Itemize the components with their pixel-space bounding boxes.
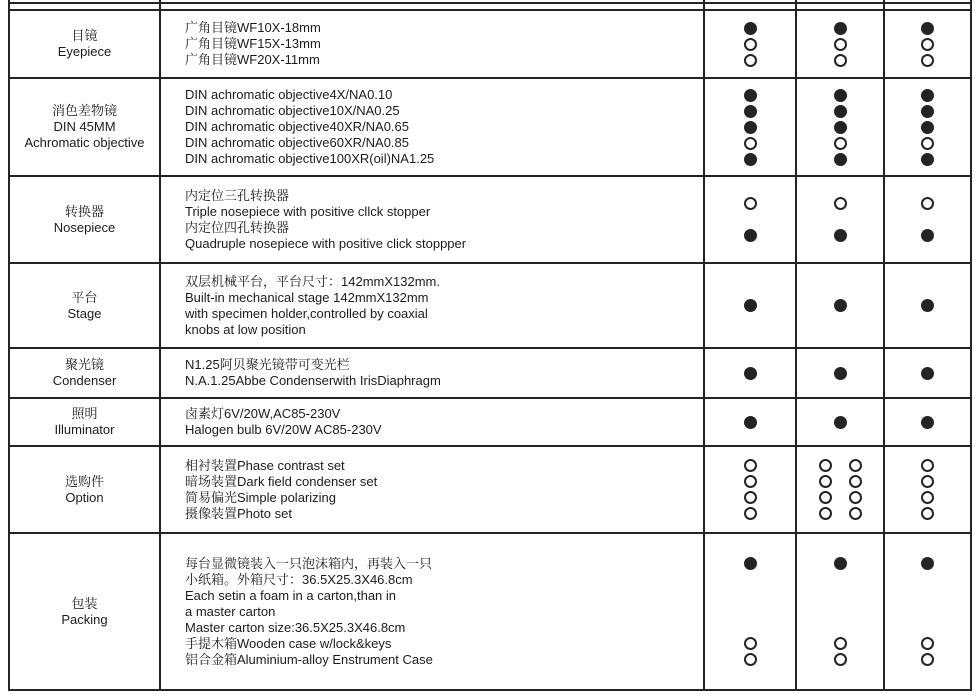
spec-line: 暗场装置Dark field condenser set bbox=[185, 473, 378, 489]
open-circle-icon bbox=[849, 459, 862, 472]
spec-line: DIN achromatic objective100XR(oil)NA1.25 bbox=[185, 151, 435, 166]
open-circle-icon bbox=[849, 475, 862, 488]
mark-slot bbox=[834, 652, 847, 668]
mark-slot bbox=[921, 414, 934, 430]
table-top-edge bbox=[8, 0, 972, 9]
open-circle-icon bbox=[744, 459, 757, 472]
marks-cell bbox=[703, 445, 795, 532]
description-cell bbox=[159, 445, 703, 532]
marks-cell bbox=[703, 77, 795, 175]
category-label: Condenser bbox=[52, 373, 117, 388]
mark-slot bbox=[744, 20, 757, 36]
filled-circle-icon bbox=[744, 229, 757, 242]
mark-slot bbox=[921, 506, 934, 522]
spec-line: 广角目镜WF20X-11mm bbox=[185, 52, 320, 67]
open-circle-icon bbox=[819, 459, 832, 472]
mark-slot bbox=[921, 52, 934, 68]
marks-cell bbox=[883, 262, 970, 347]
mark-slot bbox=[834, 298, 847, 314]
spec-line: 卤素灯6V/20W,AC85-230V bbox=[185, 406, 341, 421]
divider bbox=[8, 0, 10, 9]
mark-slot bbox=[834, 188, 847, 220]
category-label: 照明 bbox=[71, 406, 98, 421]
mark-slot bbox=[921, 474, 934, 490]
description-cell bbox=[159, 347, 703, 397]
filled-circle-icon bbox=[921, 557, 934, 570]
mark-slot bbox=[921, 220, 934, 252]
spec-line: N.A.1.25Abbe Condenserwith IrisDiaphragm bbox=[185, 373, 441, 388]
open-circle-icon bbox=[744, 491, 757, 504]
mark-slot bbox=[921, 20, 934, 36]
filled-circle-icon bbox=[744, 89, 757, 102]
divider bbox=[883, 0, 885, 9]
open-circle-icon bbox=[819, 475, 832, 488]
mark-slot bbox=[744, 414, 757, 430]
filled-circle-icon bbox=[921, 367, 934, 380]
mark-slot bbox=[744, 119, 757, 135]
open-circle-icon bbox=[819, 491, 832, 504]
filled-circle-icon bbox=[834, 557, 847, 570]
mark-slot bbox=[744, 556, 757, 572]
mark-slot bbox=[744, 87, 757, 103]
filled-circle-icon bbox=[921, 121, 934, 134]
mark-slot bbox=[921, 298, 934, 314]
mark-slot bbox=[921, 188, 934, 220]
filled-circle-icon bbox=[744, 153, 757, 166]
open-circle-icon bbox=[744, 475, 757, 488]
filled-circle-icon bbox=[921, 22, 934, 35]
spec-line: 内定位三孔转换器 bbox=[185, 187, 290, 203]
marks-cell bbox=[883, 347, 970, 397]
mark-slot bbox=[834, 365, 847, 381]
category-label: Achromatic objective bbox=[24, 135, 145, 150]
marks-cell bbox=[795, 175, 883, 262]
marks-cell bbox=[795, 532, 883, 689]
open-circle-icon bbox=[921, 637, 934, 650]
spec-table bbox=[8, 9, 972, 691]
spec-line: knobs at low position bbox=[185, 321, 306, 337]
filled-circle-icon bbox=[834, 153, 847, 166]
mark-slot bbox=[744, 52, 757, 68]
spec-line: DIN achromatic objective4X/NA0.10 bbox=[185, 87, 393, 102]
spec-line: Built-in mechanical stage 142mmX132mm bbox=[185, 289, 429, 305]
spec-line: 相衬装置Phase contrast set bbox=[185, 457, 345, 473]
filled-circle-icon bbox=[834, 89, 847, 102]
marks-cell bbox=[883, 77, 970, 175]
filled-circle-icon bbox=[921, 416, 934, 429]
description-cell bbox=[159, 175, 703, 262]
category-cell bbox=[10, 532, 159, 689]
category-label: Stage bbox=[67, 305, 102, 321]
spec-line: DIN achromatic objective60XR/NA0.85 bbox=[185, 135, 409, 150]
category-label: 聚光镜 bbox=[64, 357, 104, 372]
open-circle-icon bbox=[849, 507, 862, 520]
description-cell bbox=[159, 262, 703, 347]
divider bbox=[795, 0, 797, 9]
mark-slot bbox=[834, 20, 847, 36]
open-circle-icon bbox=[921, 459, 934, 472]
open-circle-icon bbox=[834, 137, 847, 150]
filled-circle-icon bbox=[744, 416, 757, 429]
marks-cell bbox=[883, 397, 970, 445]
mark-slot bbox=[744, 151, 757, 167]
category-label: DIN 45MM bbox=[53, 119, 116, 134]
mark-slot bbox=[744, 103, 757, 119]
marks-cell bbox=[703, 347, 795, 397]
mark-slot bbox=[834, 52, 847, 68]
category-label: Packing bbox=[61, 611, 108, 627]
open-circle-icon bbox=[744, 653, 757, 666]
spec-line: Master carton size:36.5X25.3X46.8cm bbox=[185, 619, 406, 635]
filled-circle-icon bbox=[744, 105, 757, 118]
mark-slot bbox=[834, 556, 847, 572]
filled-circle-icon bbox=[921, 299, 934, 312]
filled-circle-icon bbox=[834, 105, 847, 118]
spec-line: 内定位四孔转换器 bbox=[185, 219, 290, 235]
mark-slot bbox=[744, 135, 757, 151]
spec-line: 简易偏光Simple polarizing bbox=[185, 489, 336, 505]
open-circle-icon bbox=[921, 38, 934, 51]
category-label: Illuminator bbox=[54, 422, 115, 437]
marks-cell bbox=[703, 175, 795, 262]
open-circle-icon bbox=[834, 54, 847, 67]
filled-circle-icon bbox=[834, 299, 847, 312]
open-circle-icon bbox=[834, 197, 847, 210]
marks-cell bbox=[883, 445, 970, 532]
spec-line: 摄像装置Photo set bbox=[185, 505, 292, 521]
mark-slot bbox=[834, 103, 847, 119]
filled-circle-icon bbox=[834, 229, 847, 242]
description-cell bbox=[159, 77, 703, 175]
mark-slot bbox=[921, 103, 934, 119]
mark-slot bbox=[819, 474, 862, 490]
mark-slot bbox=[834, 414, 847, 430]
category-cell bbox=[10, 11, 159, 77]
divider bbox=[703, 0, 705, 9]
mark-slot bbox=[921, 87, 934, 103]
mark-slot bbox=[834, 135, 847, 151]
filled-circle-icon bbox=[744, 121, 757, 134]
open-circle-icon bbox=[834, 38, 847, 51]
mark-slot bbox=[921, 458, 934, 474]
filled-circle-icon bbox=[921, 153, 934, 166]
filled-circle-icon bbox=[921, 229, 934, 242]
filled-circle-icon bbox=[744, 557, 757, 570]
spec-line: Halogen bulb 6V/20W AC85-230V bbox=[185, 422, 382, 437]
description-cell bbox=[159, 11, 703, 77]
open-circle-icon bbox=[744, 54, 757, 67]
marks-cell bbox=[703, 532, 795, 689]
mark-slot bbox=[921, 636, 934, 652]
filled-circle-icon bbox=[921, 89, 934, 102]
mark-slot bbox=[819, 458, 862, 474]
mark-slot bbox=[921, 490, 934, 506]
spec-line: 手提木箱Wooden case w/lock&keys bbox=[185, 635, 392, 651]
category-label: Eyepiece bbox=[57, 44, 112, 59]
mark-slot bbox=[834, 151, 847, 167]
category-cell bbox=[10, 77, 159, 175]
mark-slot bbox=[744, 298, 757, 314]
spec-line: with specimen holder,controlled by coaxial bbox=[185, 305, 428, 321]
spec-line: 双层机械平台，平台尺寸：142mmX132mm. bbox=[185, 273, 440, 289]
mark-slot bbox=[834, 220, 847, 252]
mark-slot bbox=[744, 36, 757, 52]
mark-slot bbox=[744, 458, 757, 474]
category-cell bbox=[10, 262, 159, 347]
marks-cell bbox=[703, 11, 795, 77]
marks-cell bbox=[795, 11, 883, 77]
description-cell bbox=[159, 532, 703, 689]
spec-line: a master carton bbox=[185, 603, 276, 619]
spec-line: DIN achromatic objective40XR/NA0.65 bbox=[185, 119, 409, 134]
category-label: 消色差物镜 bbox=[51, 103, 117, 118]
mark-slot bbox=[744, 474, 757, 490]
filled-circle-icon bbox=[744, 22, 757, 35]
open-circle-icon bbox=[819, 507, 832, 520]
marks-cell bbox=[795, 262, 883, 347]
description-cell bbox=[159, 397, 703, 445]
category-cell bbox=[10, 445, 159, 532]
mark-slot bbox=[744, 188, 757, 220]
open-circle-icon bbox=[744, 137, 757, 150]
mark-slot bbox=[819, 490, 862, 506]
open-circle-icon bbox=[921, 507, 934, 520]
mark-slot bbox=[744, 490, 757, 506]
open-circle-icon bbox=[744, 637, 757, 650]
open-circle-icon bbox=[921, 54, 934, 67]
open-circle-icon bbox=[744, 197, 757, 210]
filled-circle-icon bbox=[744, 299, 757, 312]
spec-line: Triple nosepiece with positive cllck stopper bbox=[185, 203, 431, 219]
mark-slot bbox=[921, 652, 934, 668]
marks-cell bbox=[795, 347, 883, 397]
category-label: 包装 bbox=[71, 595, 98, 611]
open-circle-icon bbox=[921, 653, 934, 666]
spec-line: 广角目镜WF10X-18mm bbox=[185, 20, 321, 35]
category-cell bbox=[10, 397, 159, 445]
open-circle-icon bbox=[744, 507, 757, 520]
filled-circle-icon bbox=[834, 367, 847, 380]
mark-slot bbox=[921, 151, 934, 167]
spec-line: 每台显微镜装入一只泡沫箱内，再装入一只 bbox=[185, 555, 433, 571]
mark-slot bbox=[744, 636, 757, 652]
open-circle-icon bbox=[849, 491, 862, 504]
spec-line: DIN achromatic objective10X/NA0.25 bbox=[185, 103, 400, 118]
divider bbox=[970, 0, 972, 9]
category-label: 选购件 bbox=[64, 473, 104, 489]
category-label: 平台 bbox=[71, 289, 98, 305]
marks-cell bbox=[883, 175, 970, 262]
category-label: 目镜 bbox=[71, 28, 98, 43]
open-circle-icon bbox=[921, 137, 934, 150]
open-circle-icon bbox=[921, 491, 934, 504]
category-label: Option bbox=[65, 489, 104, 505]
mark-slot bbox=[834, 87, 847, 103]
marks-cell bbox=[795, 445, 883, 532]
mark-slot bbox=[744, 652, 757, 668]
divider bbox=[159, 0, 161, 9]
mark-slot bbox=[744, 506, 757, 522]
filled-circle-icon bbox=[744, 367, 757, 380]
marks-cell bbox=[703, 262, 795, 347]
mark-slot bbox=[921, 119, 934, 135]
spec-line: 广角目镜WF15X-13mm bbox=[185, 36, 321, 51]
mark-slot bbox=[834, 119, 847, 135]
filled-circle-icon bbox=[921, 105, 934, 118]
mark-slot bbox=[921, 556, 934, 572]
mark-slot bbox=[834, 636, 847, 652]
mark-slot bbox=[834, 36, 847, 52]
mark-slot bbox=[921, 135, 934, 151]
spec-line: 铝合金箱Aluminium-alloy Enstrument Case bbox=[185, 651, 433, 667]
spec-line: Each setin a foam in a carton,than in bbox=[185, 587, 397, 603]
top-rule bbox=[8, 2, 972, 4]
filled-circle-icon bbox=[834, 121, 847, 134]
spec-line: N1.25阿贝聚光镜带可变光栏 bbox=[185, 357, 350, 372]
mark-slot bbox=[744, 365, 757, 381]
mark-slot bbox=[819, 506, 862, 522]
marks-cell bbox=[795, 397, 883, 445]
category-label: 转换器 bbox=[64, 203, 104, 219]
category-cell bbox=[10, 347, 159, 397]
filled-circle-icon bbox=[834, 416, 847, 429]
spec-line: Quadruple nosepiece with positive click stoppper bbox=[185, 235, 467, 251]
open-circle-icon bbox=[834, 653, 847, 666]
mark-slot bbox=[744, 220, 757, 252]
open-circle-icon bbox=[744, 38, 757, 51]
category-cell bbox=[10, 175, 159, 262]
marks-cell bbox=[883, 11, 970, 77]
marks-cell bbox=[703, 397, 795, 445]
open-circle-icon bbox=[921, 475, 934, 488]
open-circle-icon bbox=[921, 197, 934, 210]
open-circle-icon bbox=[834, 637, 847, 650]
spec-line: 小纸箱。外箱尺寸：36.5X25.3X46.8cm bbox=[185, 571, 413, 587]
mark-slot bbox=[921, 365, 934, 381]
marks-cell bbox=[795, 77, 883, 175]
filled-circle-icon bbox=[834, 22, 847, 35]
marks-cell bbox=[883, 532, 970, 689]
category-label: Nosepiece bbox=[53, 219, 116, 235]
mark-slot bbox=[921, 36, 934, 52]
